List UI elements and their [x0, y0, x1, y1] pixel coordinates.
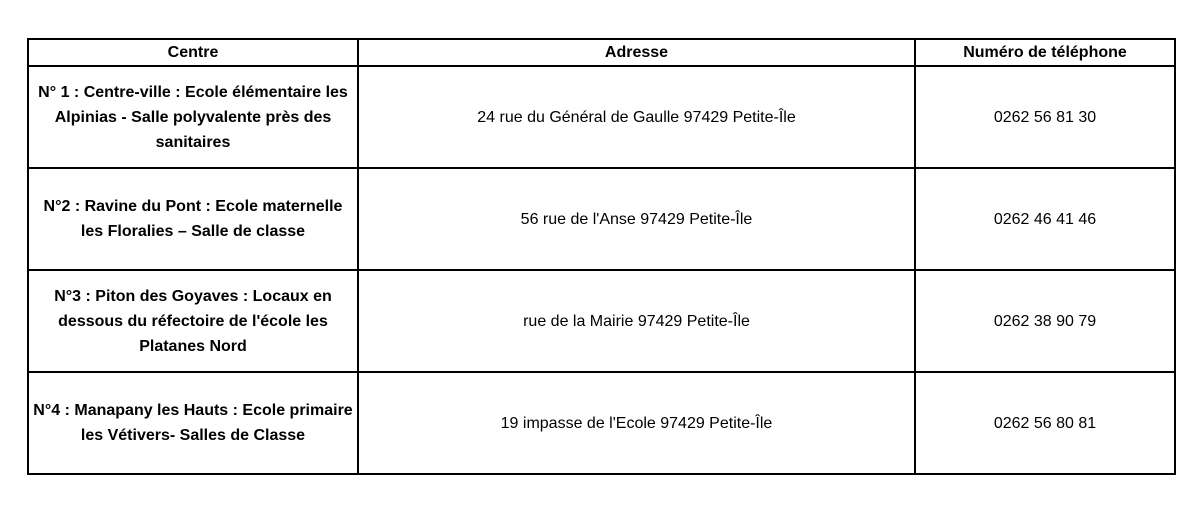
cell-adresse: 56 rue de l'Anse 97429 Petite-Île: [358, 168, 915, 270]
header-centre: Centre: [28, 39, 358, 66]
table-header-row: [28, 39, 1175, 66]
cell-telephone: 0262 56 80 81: [915, 372, 1175, 474]
centres-table-container: [27, 38, 1176, 475]
table-row: [28, 66, 1175, 168]
cell-telephone: 0262 56 81 30: [915, 66, 1175, 168]
cell-adresse: 19 impasse de l'Ecole 97429 Petite-Île: [358, 372, 915, 474]
header-adresse: Adresse: [358, 39, 915, 66]
table-row: [28, 372, 1175, 474]
cell-telephone: 0262 38 90 79: [915, 270, 1175, 372]
centres-table: [27, 38, 1176, 475]
cell-centre: N° 1 : Centre-ville : Ecole élémentaire les Alpinias - Salle polyvalente près des sanitaires: [28, 66, 358, 168]
cell-centre: N°2 : Ravine du Pont : Ecole maternelle les Floralies – Salle de classe: [28, 168, 358, 270]
header-telephone: Numéro de téléphone: [915, 39, 1175, 66]
cell-telephone: 0262 46 41 46: [915, 168, 1175, 270]
cell-adresse: rue de la Mairie 97429 Petite-Île: [358, 270, 915, 372]
table-row: [28, 168, 1175, 270]
cell-centre: N°3 : Piton des Goyaves : Locaux en dessous du réfectoire de l'école les Platanes Nord: [28, 270, 358, 372]
table-row: [28, 270, 1175, 372]
cell-adresse: 24 rue du Général de Gaulle 97429 Petite-Île: [358, 66, 915, 168]
cell-centre: N°4 : Manapany les Hauts : Ecole primaire les Vétivers- Salles de Classe: [28, 372, 358, 474]
